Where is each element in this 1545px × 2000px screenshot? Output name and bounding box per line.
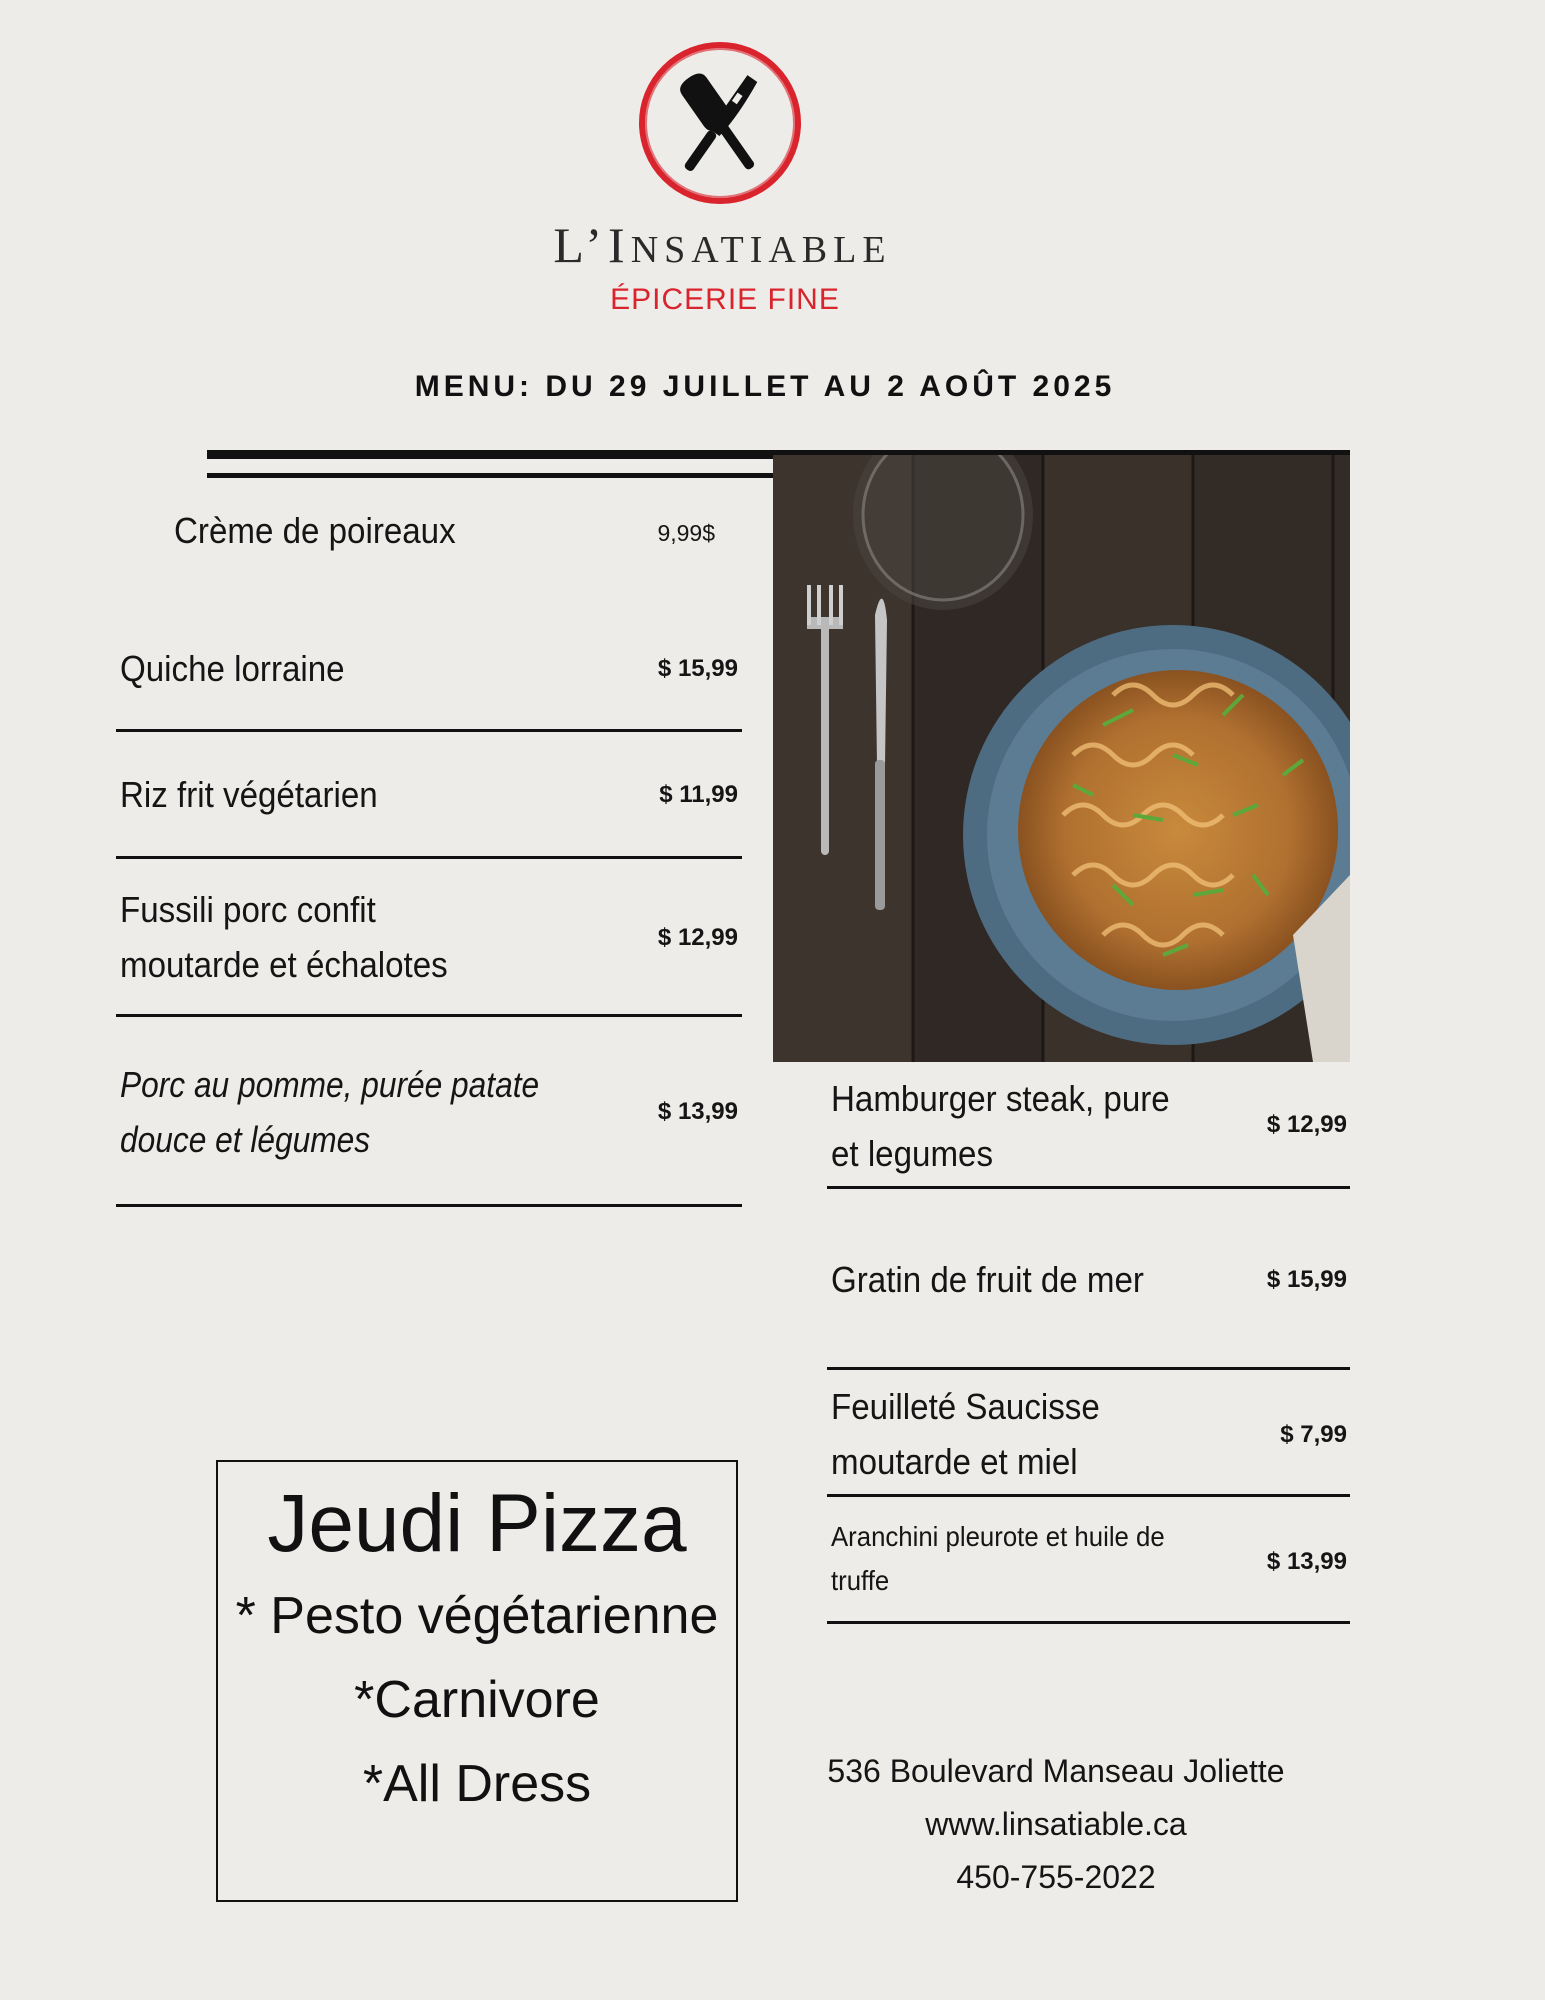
- brand-subtitle: ÉPICERIE FINE: [610, 283, 840, 316]
- contact-block: [826, 1745, 1286, 1904]
- pizza-option: * Pesto végétarienne: [235, 1587, 719, 1645]
- brand-name: L’INSATIABLE: [553, 217, 892, 273]
- menu-item-price: $ 11,99: [659, 781, 738, 808]
- menu-item-price: $ 12,99: [1266, 1111, 1347, 1138]
- divider: [116, 729, 742, 732]
- top-rule-thin: [207, 473, 773, 478]
- menu-item-price: $ 15,99: [1266, 1266, 1347, 1293]
- menu-item-name: Quiche lorraine: [120, 648, 345, 689]
- menu-item-name: Hamburger steak, pure et legumes: [831, 1078, 1170, 1174]
- divider: [827, 1367, 1350, 1370]
- menu-item-price: $ 13,99: [657, 1098, 738, 1125]
- divider: [116, 1204, 742, 1207]
- menu-item-name: Crème de poireaux: [174, 510, 456, 551]
- divider: [827, 1186, 1350, 1189]
- pizza-option: *All Dress: [362, 1755, 592, 1813]
- address: 536 Boulevard Manseau Joliette: [827, 1753, 1285, 1789]
- pizza-title: Jeudi Pizza: [267, 1478, 687, 1569]
- divider: [116, 856, 742, 859]
- menu-item-price: $ 7,99: [1280, 1421, 1347, 1448]
- menu-item-name: Riz frit végétarien: [120, 774, 378, 815]
- menu-item-name: Porc au pomme, purée patate douce et légumes: [120, 1064, 540, 1160]
- divider: [116, 1014, 742, 1017]
- menu-date-title: MENU: DU 29 JUILLET AU 2 AOÛT 2025: [414, 370, 1116, 403]
- menu-item-price: $ 15,99: [657, 655, 738, 682]
- pizza-special-box: [216, 1460, 738, 1902]
- crossed-knife-spatula-icon: [635, 38, 805, 208]
- menu-item-name: Feuilleté Saucisse moutarde et miel: [831, 1386, 1100, 1482]
- menu-item-name: Aranchini pleurote et huile de truffe: [831, 1521, 1165, 1596]
- website-link[interactable]: www.linsatiable.ca: [925, 1806, 1187, 1842]
- pasta-dish-photo: [773, 455, 1350, 1062]
- menu-item-name: Fussili porc confit moutarde et échalotes: [120, 889, 448, 985]
- pizza-option: *Carnivore: [354, 1671, 600, 1729]
- menu-item-price: $ 13,99: [1266, 1548, 1347, 1575]
- menu-item-name: Gratin de fruit de mer: [831, 1259, 1144, 1300]
- menu-item-price: 9,99$: [657, 520, 715, 546]
- menu-item-price: $ 12,99: [657, 924, 738, 951]
- divider: [827, 1621, 1350, 1624]
- phone-number: 450-755-2022: [956, 1859, 1156, 1895]
- divider: [827, 1494, 1350, 1497]
